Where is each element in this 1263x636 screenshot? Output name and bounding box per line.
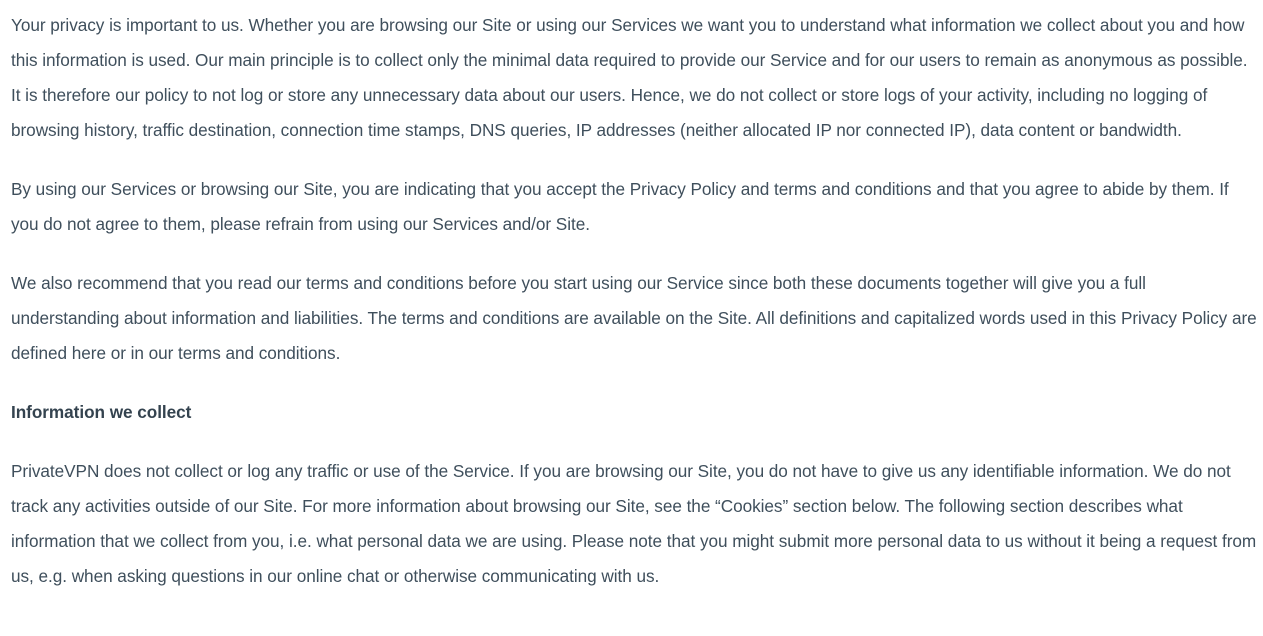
privacy-policy-content — [11, 8, 1257, 618]
information-collection-paragraph: PrivateVPN does not collect or log any traffic or use of the Service. If you are browsing our Site, you do not have to give us any identifiable information. We do not track any activities outside of our Site. For more information about browsing our Site, see the “Cookies” section below. The following section describes what information that we collect from you, i.e. what personal data we are using. Please note that you might submit more personal data to us without it being a request from us, e.g. when asking questions in our online chat or otherwise communicating with us. — [11, 461, 1257, 586]
terms-recommendation-paragraph: We also recommend that you read our terms and conditions before you start using our Service since both these documents together will give you a full understanding about information and liabilities. The terms and conditions are available on the Site. All definitions and capitalized words used in this Privacy Policy are defined here or in our terms and conditions. — [11, 273, 1257, 363]
section-heading-information-we-collect: Information we collect — [11, 402, 192, 422]
intro-paragraph: Your privacy is important to us. Whether you are browsing our Site or using our Services we want you to understand what information we collect about you and how this information is used. Our main principle is to collect only the minimal data required to provide our Service and for our users to remain as anonymous as possible. It is therefore our policy to not log or store any unnecessary data about our users. Hence, we do not collect or store logs of your activity, including no logging of browsing history, traffic destination, connection time stamps, DNS queries, IP addresses (neither allocated IP nor connected IP), data content or bandwidth. — [11, 15, 1248, 140]
acceptance-paragraph: By using our Services or browsing our Site, you are indicating that you accept the Privacy Policy and terms and conditions and that you agree to abide by them. If you do not agree to them, please refrain from using our Services and/or Site. — [11, 179, 1229, 234]
